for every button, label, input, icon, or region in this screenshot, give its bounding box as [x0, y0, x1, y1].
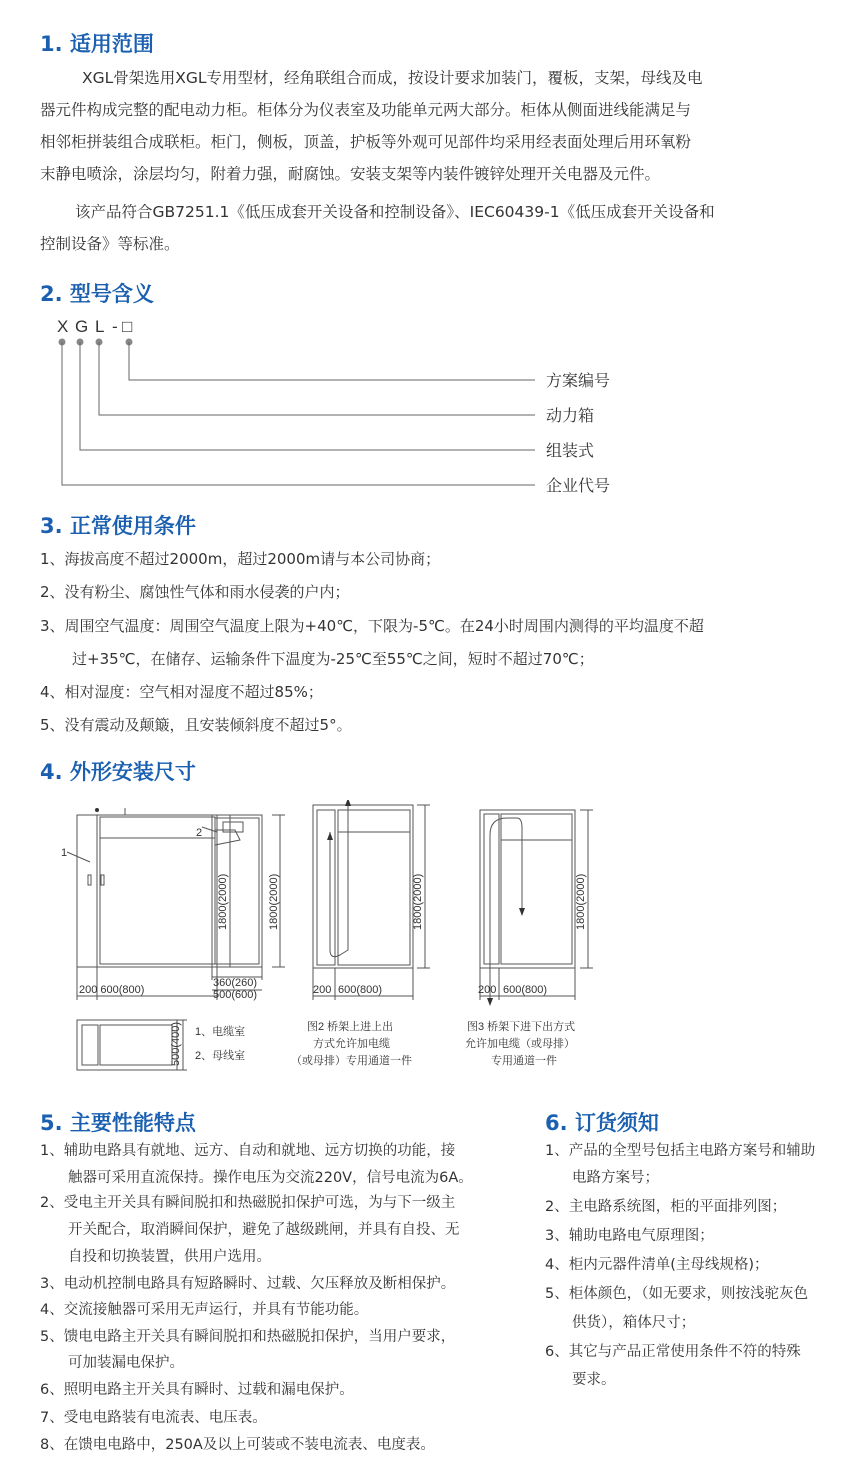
label-power-box: 动力箱 [546, 408, 595, 425]
fig2-caption-3: （或母排）专用通道一件 [291, 1055, 412, 1067]
s6-item-5: 5、柜体颜色，（如无要求，则按浅驼灰色 [545, 1286, 808, 1302]
fig3-arrow-down [519, 908, 525, 916]
s3-item-3-cont: 过+35℃，在储存、运输条件下温度为-25℃至55℃之间，短时不超过70℃； [72, 650, 594, 668]
side-width-2: 500(600) [213, 989, 258, 1001]
code-char-x: X [57, 317, 69, 336]
legend-busbar-room: 2、母线室 [195, 1050, 246, 1062]
fig3-caption-3: 专用通道一件 [491, 1055, 557, 1067]
front-view [67, 808, 217, 1000]
s3-item-5: 5、没有震动及颠簸，且安装倾斜度不超过5°。 [40, 716, 352, 734]
front-width-text: 200 600(800) [79, 984, 145, 996]
s3-item-4: 4、相对湿度：空气相对湿度不超过85%； [40, 683, 323, 701]
s5-item-3: 3、电动机控制电路具有短路瞬时、过载、欠压释放及断相保护。 [40, 1276, 456, 1292]
s6-item-6: 6、其它与产品正常使用条件不符的特殊 [545, 1344, 801, 1360]
fig2-arrow-up [345, 800, 351, 806]
s1-para1-line2: 器元件构成完整的配电动力柜。柜体分为仪表室及功能单元两大部分。柜体从侧面进线能满足与 [40, 101, 692, 119]
fig2-caption-2: 方式允许加电缆 [313, 1038, 390, 1050]
s5-item-7: 7、受电电路装有电流表、电压表。 [40, 1410, 267, 1426]
s5-item-4: 4、交流接触器可采用无声运行，并具有节能功能。 [40, 1302, 369, 1318]
plan-depth-text: 500(400) [170, 1021, 182, 1066]
s3-item-2: 2、没有粉尘、腐蚀性气体和雨水侵袭的户内； [40, 583, 350, 601]
s1-para1-line1: XGL骨架选用XGL专用型材，经角联组合而成，按设计要求加装门，覆板，支架，母线及电 [82, 69, 703, 87]
code-char-l: L [95, 317, 105, 336]
side-height-text: 1800(2000) [268, 873, 280, 930]
s3-item-3: 3、周围空气温度：周围空气温度上限为+40℃，下限为-5℃。在24小时周围内测得的平均温度不超 [40, 617, 704, 635]
fig3-width-1: 200 [478, 984, 497, 996]
model-code-diagram [40, 310, 640, 500]
code-char-box: □ [122, 317, 133, 336]
code-leader-lines [62, 342, 535, 485]
s3-item-1: 1、海拔高度不超过2000m，超过2000m请与本公司协商； [40, 550, 441, 568]
s6-item-6-cont: 要求。 [572, 1372, 616, 1388]
code-dots [59, 339, 133, 346]
fig2-height-text: 1800(2000) [412, 873, 424, 930]
code-char-g: G [75, 317, 89, 336]
section-3-title: 3. 正常使用条件 [40, 514, 196, 538]
s5-item-1-cont: 触器可采用直流保持。操作电压为交流220V，信号电流为6A。 [68, 1170, 473, 1186]
s5-item-2: 2、受电主开关具有瞬间脱扣和热磁脱扣保护可选，为与下一级主 [40, 1195, 456, 1211]
fig3-height-text: 1800(2000) [575, 873, 587, 930]
fig-label-1: 1 [61, 847, 68, 859]
s5-item-2-cont1: 开关配合，取消瞬间保护，避免了越级跳闸，并具有自投、无 [68, 1222, 460, 1238]
section-4-title: 4. 外形安装尺寸 [40, 760, 196, 784]
s1-para2-line1: 该产品符合GB7251.1《低压成套开关设备和控制设备》、IEC60439-1《低压成套开关设备和 [75, 203, 715, 221]
side-width-1: 360(260) [213, 977, 258, 989]
label-scheme-number: 方案编号 [546, 373, 611, 390]
code-char-dash: - [112, 317, 118, 336]
section-5-title: 5. 主要性能特点 [40, 1111, 196, 1135]
s5-item-5-cont: 可加装漏电保护。 [68, 1355, 184, 1371]
section-2-title: 2. 型号含义 [40, 282, 154, 306]
fig3-width-2: 600(800) [503, 984, 548, 996]
dimension-drawings [55, 800, 615, 1090]
fig2-width-2: 600(800) [338, 984, 383, 996]
s6-item-1: 1、产品的全型号包括主电路方案号和辅助 [545, 1143, 816, 1159]
fig3-caption-2: 允许加电缆（或母排） [465, 1038, 575, 1050]
label-enterprise-code: 企业代号 [546, 478, 611, 495]
s1-para1-line3: 相邻柜拼装组合成联柜。柜门，侧板，顶盖，护板等外观可见部件均采用经表面处理后用环氧粉 [40, 133, 692, 151]
section-6-title: 6. 订货须知 [545, 1111, 659, 1135]
s1-para2-line2: 控制设备》等标准。 [40, 235, 180, 253]
fig2-arrow-up2 [327, 832, 333, 840]
s6-item-3: 3、辅助电路电气原理图； [545, 1228, 714, 1244]
fig3-arrow-down2 [487, 998, 493, 1006]
fig2-width-1: 200 [313, 984, 332, 996]
section-1-title: 1. 适用范围 [40, 32, 154, 56]
fig3-caption-1: 图3 桥架下进下出方式 [467, 1021, 576, 1033]
front-top-dot [95, 808, 99, 812]
legend-cable-room: 1、电缆室 [195, 1026, 246, 1038]
s6-item-4: 4、柜内元器件清单(主母线规格)； [545, 1257, 769, 1273]
s5-item-8: 8、在馈电电路中，250A及以上可装或不装电流表、电度表。 [40, 1437, 435, 1453]
s1-para1-line4: 末静电喷涂，涂层均匀，附着力强，耐腐蚀。安装支架等内装件镀锌处理开关电器及元件。 [40, 165, 661, 183]
s6-item-2: 2、主电路系统图，柜的平面排列图； [545, 1199, 787, 1215]
label-assembly: 组装式 [546, 443, 595, 460]
s5-item-1: 1、辅助电路具有就地、远方、自动和就地、远方切换的功能，接 [40, 1143, 456, 1159]
s6-item-5-cont: 供货），箱体尺寸； [572, 1315, 696, 1331]
s6-item-1-cont: 电路方案号； [572, 1170, 659, 1186]
s5-item-2-cont2: 自投和切换装置，供用户选用。 [68, 1249, 271, 1265]
fig-label-2: 2 [196, 827, 203, 839]
s5-item-6: 6、照明电路主开关具有瞬时、过载和漏电保护。 [40, 1382, 354, 1398]
s5-item-5: 5、馈电电路主开关具有瞬间脱扣和热磁脱扣保护，当用户要求， [40, 1329, 456, 1345]
front-height-text: 1800(2000) [217, 873, 229, 930]
fig2-caption-1: 图2 桥架上进上出 [307, 1021, 394, 1033]
